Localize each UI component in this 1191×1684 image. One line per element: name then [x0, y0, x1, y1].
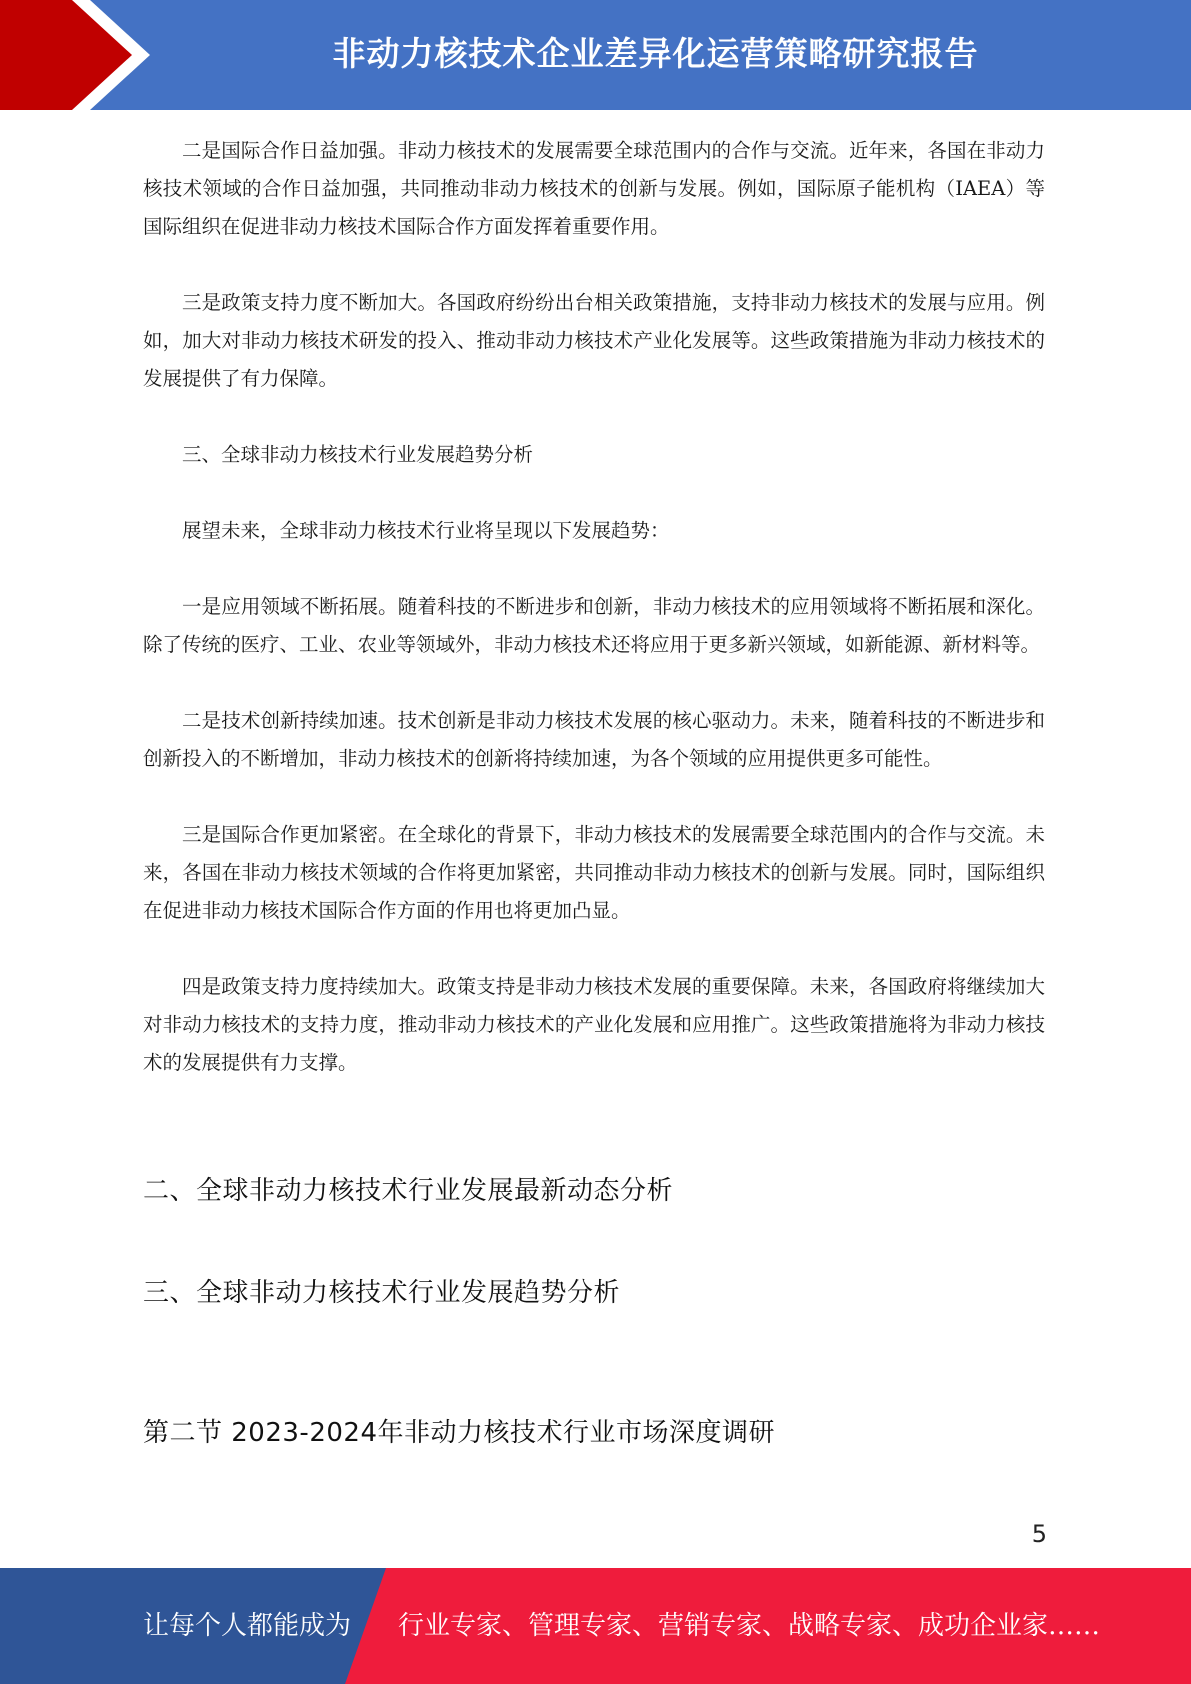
paragraph: 三是政策支持力度不断加大。各国政府纷纷出台相关政策措施，支持非动力核技术的发展与应用。例如，加大对非动力核技术研发的投入、推动非动力核技术产业化发展等。这些政策措施为非动力核技术的发展提供了有力保障。	[143, 291, 1045, 390]
paragraph: 一是应用领域不断拓展。随着科技的不断进步和创新，非动力核技术的应用领域将不断拓展和深化。除了传统的医疗、工业、农业等领域外，非动力核技术还将应用于更多新兴领域，如新能源、新材料等。	[143, 595, 1045, 656]
footer-slogan-right: 行业专家、管理专家、营销专家、战略专家、成功企业家……	[398, 1611, 1101, 1641]
paragraph: 二是技术创新持续加速。技术创新是非动力核技术发展的核心驱动力。未来，随着科技的不断进步和创新投入的不断增加，非动力核技术的创新将持续加速，为各个领域的应用提供更多可能性。	[143, 709, 1045, 770]
footer-banner	[0, 1568, 1191, 1684]
header-banner	[0, 0, 1191, 110]
paragraph: 二是国际合作日益加强。非动力核技术的发展需要全球范围内的合作与交流。近年来，各国在非动力核技术领域的合作日益加强，共同推动非动力核技术的创新与发展。例如，国际原子能机构（IAEA）等国际组织在促进非动力核技术国际合作方面发挥着重要作用。	[143, 139, 1045, 238]
section-heading-latest: 二、全球非动力核技术行业发展最新动态分析	[143, 1176, 674, 1206]
report-title: 非动力核技术企业差异化运营策略研究报告	[332, 34, 979, 73]
subsection-heading: 三、全球非动力核技术行业发展趋势分析	[182, 443, 534, 466]
paragraph: 四是政策支持力度持续加大。政策支持是非动力核技术发展的重要保障。未来，各国政府将继续加大对非动力核技术的支持力度，推动非动力核技术的产业化发展和应用推广。这些政策措施将为非动力核技术的发展提供有力支撑。	[143, 975, 1045, 1074]
body-content	[143, 132, 1045, 1082]
page-number: 5	[1031, 1520, 1047, 1548]
footer-slogan-left: 让每个人都能成为	[143, 1611, 352, 1641]
section-heading-trend: 三、全球非动力核技术行业发展趋势分析	[143, 1278, 621, 1308]
chevron-arrow-icon	[0, 0, 160, 110]
chapter-section-heading: 第二节 2023-2024年非动力核技术行业市场深度调研	[143, 1418, 775, 1448]
paragraph: 展望未来，全球非动力核技术行业将呈现以下发展趋势：	[182, 519, 670, 542]
paragraph: 三是国际合作更加紧密。在全球化的背景下，非动力核技术的发展需要全球范围内的合作与交流。未来，各国在非动力核技术领域的合作将更加紧密，共同推动非动力核技术的创新与发展。同时，国际组织在促进非动力核技术国际合作方面的作用也将更加凸显。	[143, 823, 1045, 922]
